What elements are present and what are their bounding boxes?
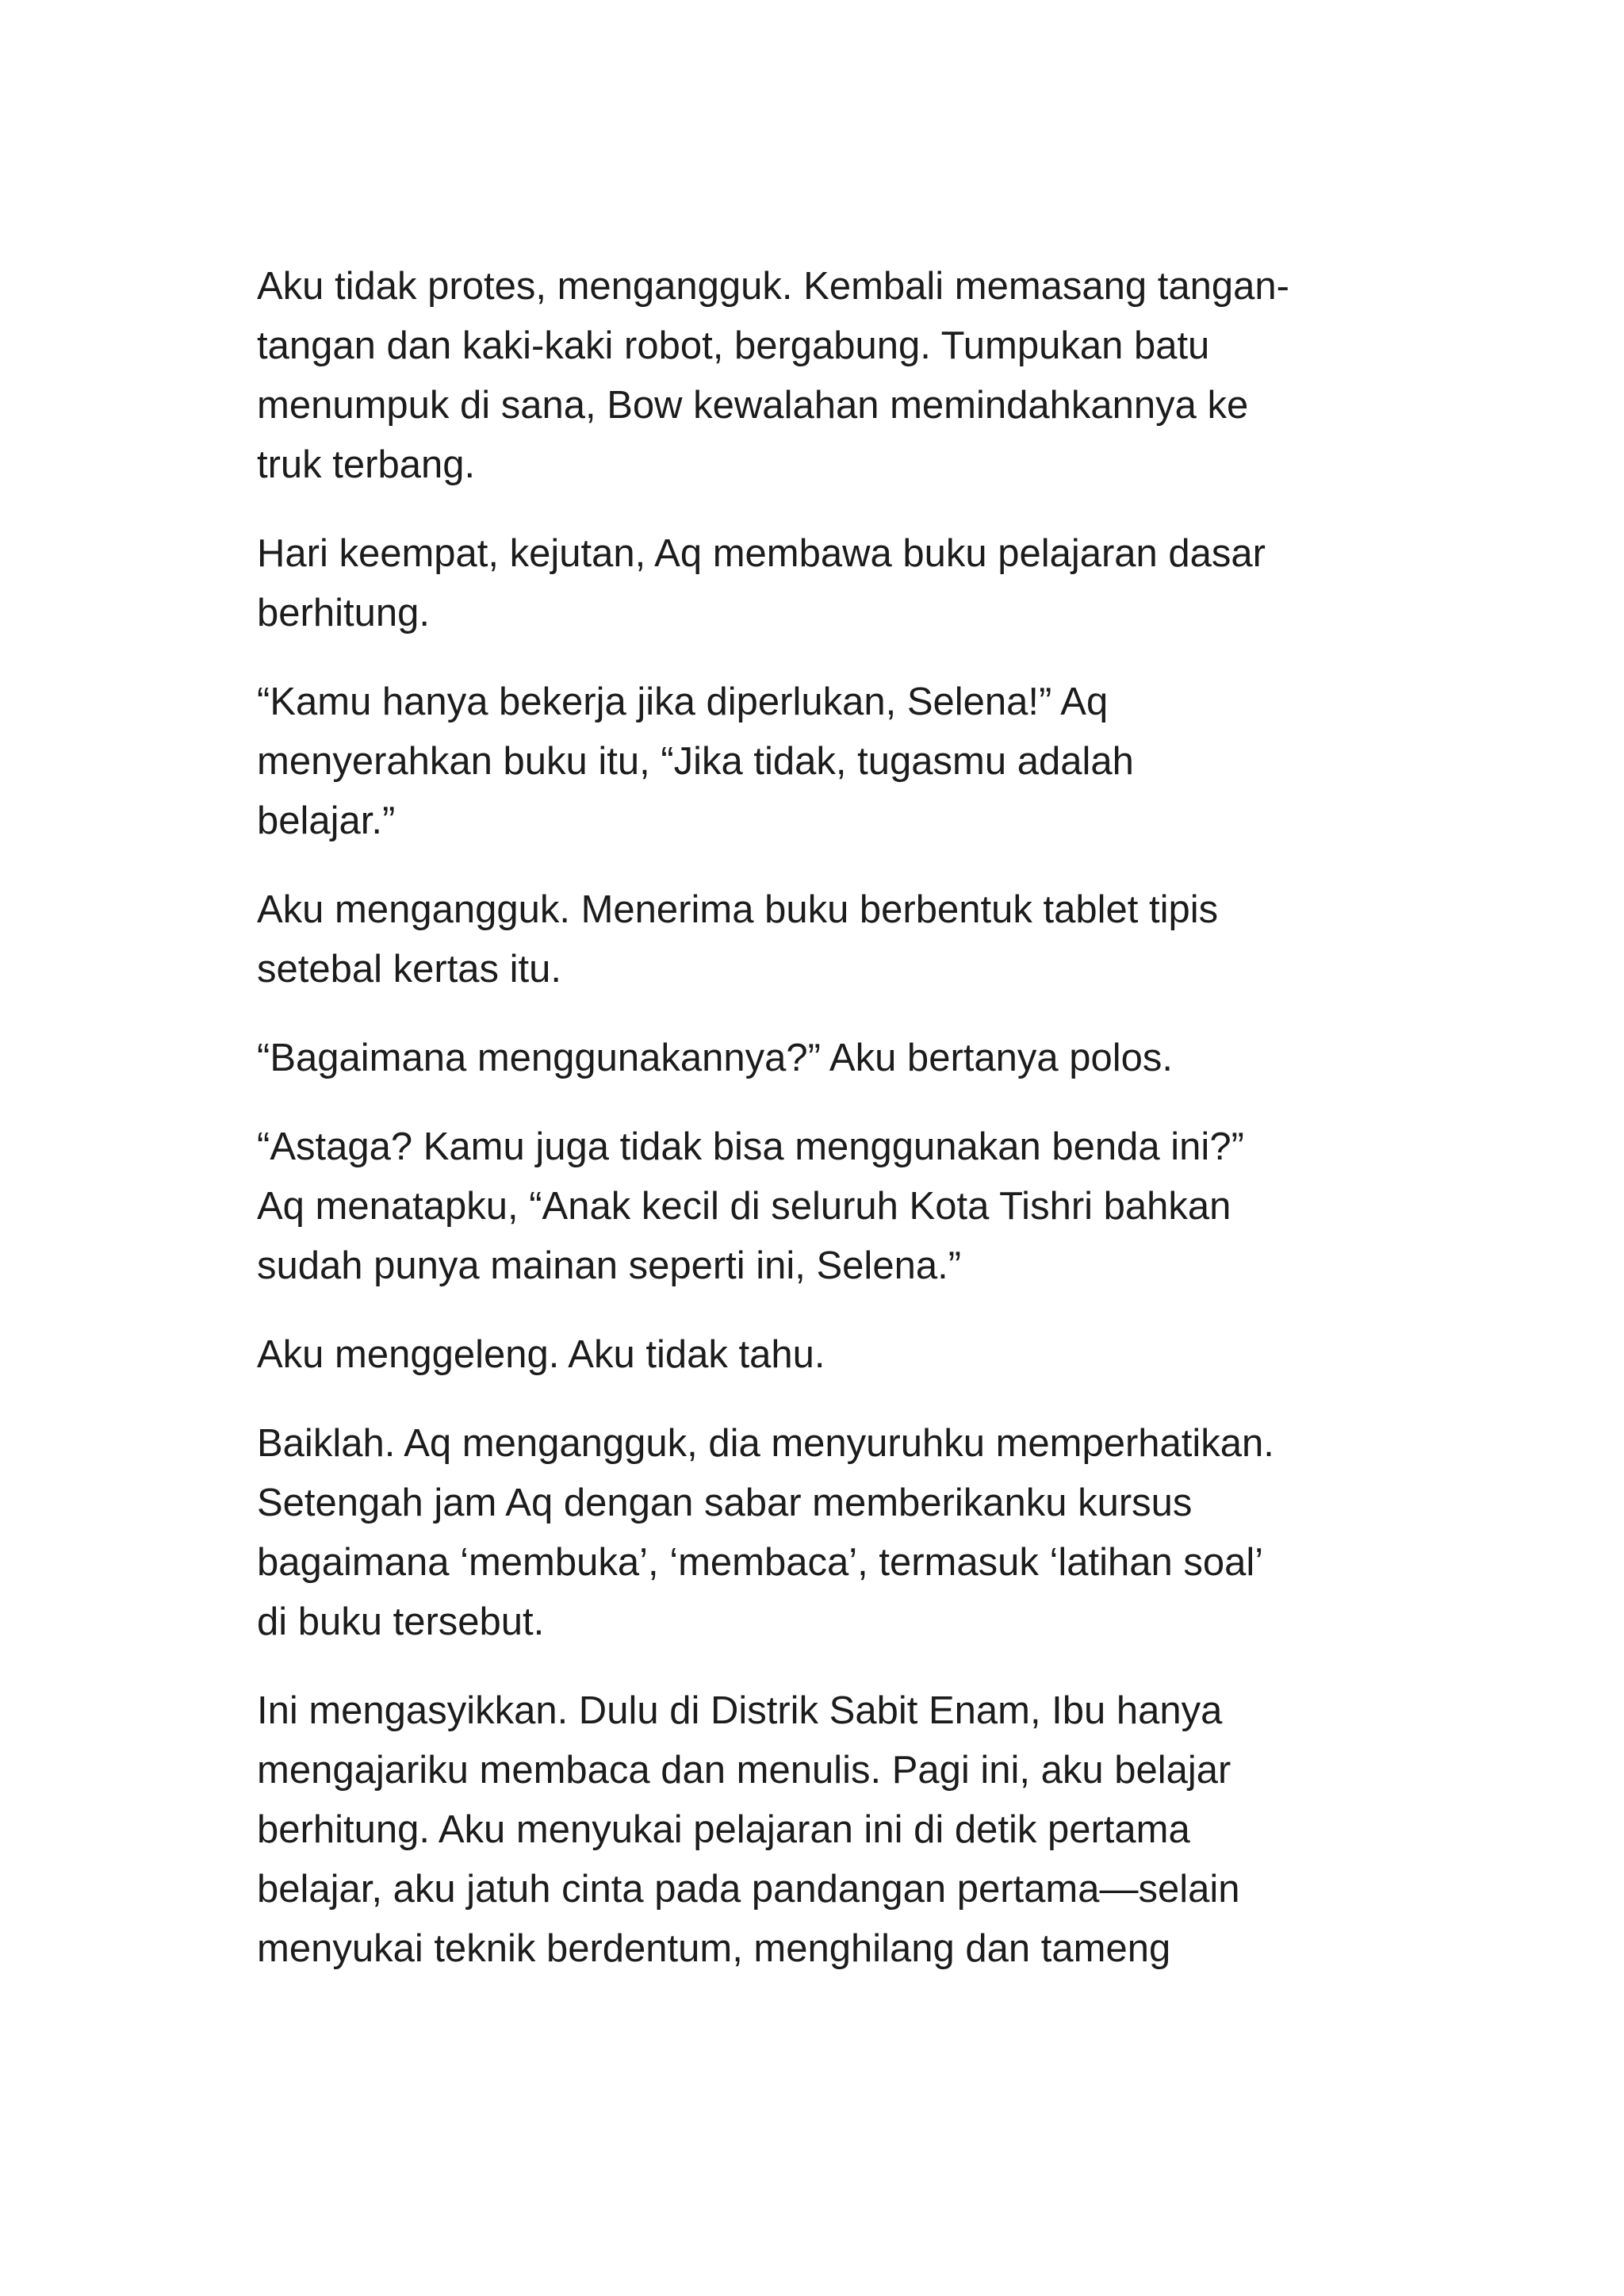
text-line: menyerahkan buku itu, “Jika tidak, tugasmu adalah [257, 740, 1134, 783]
text-line: berhitung. Aku menyukai pelajaran ini di detik pertama [257, 1808, 1190, 1851]
text-line: “Bagaimana menggunakannya?” Aku bertanya polos. [257, 1037, 1173, 1079]
paragraph-6 [257, 1117, 1383, 1296]
text-line: setebal kertas itu. [257, 948, 562, 991]
paragraph-3 [257, 673, 1383, 851]
text-line: mengajariku membaca dan menulis. Pagi ini, aku belajar [257, 1749, 1231, 1792]
text-line: bagaimana ‘membuka’, ‘membaca’, termasuk ‘latihan soal’ [257, 1541, 1264, 1584]
text-line: tangan dan kaki-kaki robot, bergabung. Tumpukan batu [257, 324, 1210, 367]
text-line: sudah punya mainan seperti ini, Selena.” [257, 1244, 962, 1287]
text-line: Aku menggeleng. Aku tidak tahu. [257, 1333, 825, 1376]
text-line: belajar, aku jatuh cinta pada pandangan pertama—selain [257, 1868, 1240, 1911]
text-line: berhitung. [257, 592, 430, 634]
body-text [257, 257, 1383, 2008]
paragraph-7 [257, 1325, 1383, 1385]
text-line: di buku tersebut. [257, 1600, 545, 1643]
paragraph-1 [257, 257, 1383, 495]
text-line: belajar.” [257, 799, 396, 842]
text-line: Ini mengasyikkan. Dulu di Distrik Sabit Enam, Ibu hanya [257, 1689, 1223, 1732]
text-line: Hari keempat, kejutan, Aq membawa buku pelajaran dasar [257, 532, 1266, 575]
paragraph-2 [257, 524, 1383, 643]
paragraph-9 [257, 1681, 1383, 1979]
paragraph-4 [257, 880, 1383, 999]
text-line: Aku tidak protes, mengangguk. Kembali memasang tangan- [257, 265, 1289, 308]
text-line: Setengah jam Aq dengan sabar memberikanku kursus [257, 1481, 1193, 1524]
text-line: Aku mengangguk. Menerima buku berbentuk tablet tipis [257, 888, 1219, 931]
paragraph-8 [257, 1414, 1383, 1652]
text-line: “Astaga? Kamu juga tidak bisa menggunakan benda ini?” [257, 1125, 1244, 1168]
text-line: menumpuk di sana, Bow kewalahan memindahkannya ke [257, 384, 1249, 427]
text-line: Aq menatapku, “Anak kecil di seluruh Kota Tishri bahkan [257, 1185, 1231, 1228]
text-line: truk terbang. [257, 443, 476, 486]
paragraph-5 [257, 1029, 1383, 1088]
text-line: Baiklah. Aq mengangguk, dia menyuruhku memperhatikan. [257, 1422, 1274, 1465]
text-line: menyukai teknik berdentum, menghilang dan tameng [257, 1927, 1171, 1970]
text-line: “Kamu hanya bekerja jika diperlukan, Selena!” Aq [257, 680, 1109, 723]
